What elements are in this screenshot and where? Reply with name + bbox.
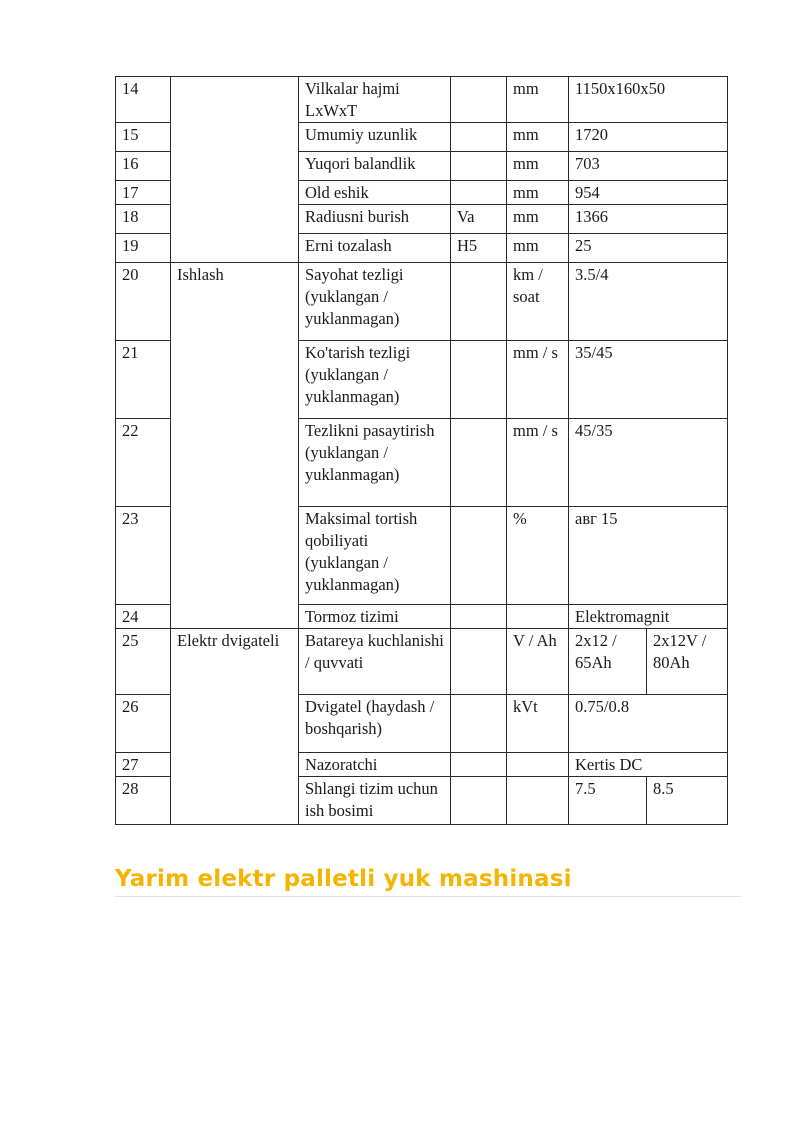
parameter-cell: Yuqori balandlik	[299, 152, 451, 181]
symbol-cell	[451, 605, 507, 629]
row-number: 25	[116, 629, 171, 695]
value-cell: 3.5/4	[569, 263, 728, 341]
unit-cell	[507, 753, 569, 777]
parameter-cell: Nazoratchi	[299, 753, 451, 777]
parameter-cell: Maksimal tortish qobiliyati (yuklangan / yuklanmagan)	[299, 507, 451, 605]
value-cell: 45/35	[569, 419, 728, 507]
unit-cell	[507, 777, 569, 825]
value-cell: 0.75/0.8	[569, 695, 728, 753]
value-cell: 35/45	[569, 341, 728, 419]
value-cell: 954	[569, 181, 728, 205]
value-cell-2: 8.5	[647, 777, 728, 825]
value-cell: 703	[569, 152, 728, 181]
parameter-cell: Sayohat tezligi (yuklangan / yuklanmagan)	[299, 263, 451, 341]
unit-cell: mm	[507, 181, 569, 205]
unit-cell: kVt	[507, 695, 569, 753]
row-number: 22	[116, 419, 171, 507]
parameter-cell: Batareya kuchlanishi / quvvati	[299, 629, 451, 695]
row-number: 17	[116, 181, 171, 205]
symbol-cell	[451, 341, 507, 419]
symbol-cell	[451, 123, 507, 152]
symbol-cell: H5	[451, 234, 507, 263]
spec-table	[115, 76, 728, 825]
category-cell: Elektr dvigateli	[171, 629, 299, 825]
value-cell: 1720	[569, 123, 728, 152]
unit-cell: mm	[507, 234, 569, 263]
row-number: 26	[116, 695, 171, 753]
value-cell: Kertis DC	[569, 753, 728, 777]
unit-cell: mm	[507, 77, 569, 123]
unit-cell: mm	[507, 152, 569, 181]
row-number: 20	[116, 263, 171, 341]
symbol-cell	[451, 629, 507, 695]
symbol-cell	[451, 263, 507, 341]
unit-cell: mm	[507, 205, 569, 234]
parameter-cell: Tormoz tizimi	[299, 605, 451, 629]
table-row	[116, 263, 728, 341]
parameter-cell: Vilkalar hajmi LxWxT	[299, 77, 451, 123]
parameter-cell: Umumiy uzunlik	[299, 123, 451, 152]
parameter-cell: Ko'tarish tezligi (yuklangan / yuklanmagan)	[299, 341, 451, 419]
unit-cell	[507, 605, 569, 629]
row-number: 28	[116, 777, 171, 825]
heading-divider	[115, 896, 741, 897]
unit-cell: %	[507, 507, 569, 605]
symbol-cell	[451, 507, 507, 605]
row-number: 19	[116, 234, 171, 263]
symbol-cell	[451, 695, 507, 753]
value-cell-2: 2x12V / 80Ah	[647, 629, 728, 695]
unit-cell: mm / s	[507, 419, 569, 507]
category-cell	[171, 77, 299, 263]
row-number: 21	[116, 341, 171, 419]
value-cell: 25	[569, 234, 728, 263]
parameter-cell: Erni tozalash	[299, 234, 451, 263]
symbol-cell	[451, 419, 507, 507]
row-number: 16	[116, 152, 171, 181]
symbol-cell	[451, 181, 507, 205]
value-cell: 1366	[569, 205, 728, 234]
unit-cell: km / soat	[507, 263, 569, 341]
value-cell: 1150x160x50	[569, 77, 728, 123]
parameter-cell: Radiusni burish	[299, 205, 451, 234]
parameter-cell: Dvigatel (haydash / boshqarish)	[299, 695, 451, 753]
parameter-cell: Tezlikni pasaytirish (yuklangan / yuklanmagan)	[299, 419, 451, 507]
category-cell: Ishlash	[171, 263, 299, 629]
row-number: 18	[116, 205, 171, 234]
row-number: 24	[116, 605, 171, 629]
parameter-cell: Shlangi tizim uchun ish bosimi	[299, 777, 451, 825]
unit-cell: V / Ah	[507, 629, 569, 695]
parameter-cell: Old eshik	[299, 181, 451, 205]
row-number: 15	[116, 123, 171, 152]
unit-cell: mm	[507, 123, 569, 152]
symbol-cell	[451, 152, 507, 181]
value-cell: 7.5	[569, 777, 647, 825]
table-row	[116, 77, 728, 123]
section-heading: Yarim elektr palletli yuk mashinasi	[115, 866, 572, 892]
symbol-cell: Va	[451, 205, 507, 234]
unit-cell: mm / s	[507, 341, 569, 419]
symbol-cell	[451, 753, 507, 777]
row-number: 23	[116, 507, 171, 605]
table-row	[116, 629, 728, 695]
value-cell: 2x12 / 65Ah	[569, 629, 647, 695]
symbol-cell	[451, 777, 507, 825]
row-number: 27	[116, 753, 171, 777]
symbol-cell	[451, 77, 507, 123]
value-cell: авг 15	[569, 507, 728, 605]
value-cell: Elektromagnit	[569, 605, 728, 629]
row-number: 14	[116, 77, 171, 123]
